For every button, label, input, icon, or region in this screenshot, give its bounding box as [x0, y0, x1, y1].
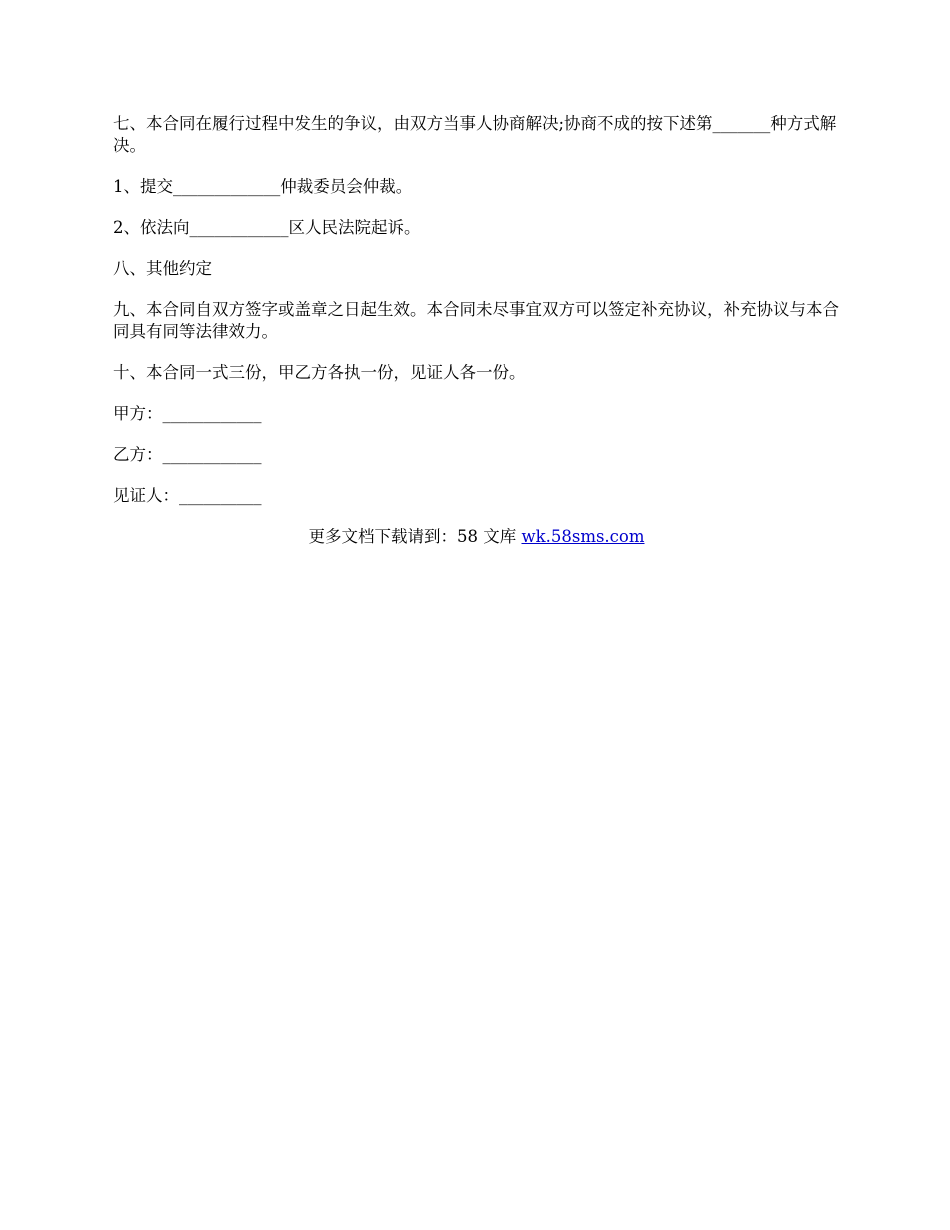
- option-1-arbitration: 1、提交_____________仲裁委员会仲裁。: [113, 177, 413, 196]
- footer-link[interactable]: wk.58sms.com: [521, 527, 645, 546]
- footer-text: 更多文档下载请到：58 文库: [308, 527, 522, 546]
- option-2-litigation: 2、依法向____________区人民法院起诉。: [113, 218, 421, 237]
- party-a-signature-line: 甲方：____________: [113, 404, 262, 423]
- clause-8-other-agreements: 八、其他约定: [113, 259, 212, 278]
- party-b-signature-line: 乙方：____________: [113, 445, 262, 464]
- document-page: [113, 113, 840, 548]
- witness-signature-line: 见证人：__________: [113, 486, 262, 505]
- clause-10-copies: 十、本合同一式三份，甲乙方各执一份，见证人各一份。: [113, 363, 526, 382]
- clause-9-effectiveness: 九、本合同自双方签字或盖章之日起生效。本合同未尽事宜双方可以签定补充协议，补充协议与本合同具有同等法律效力。: [113, 300, 839, 341]
- download-footer: [113, 526, 840, 548]
- clause-7-dispute-resolution: 七、本合同在履行过程中发生的争议，由双方当事人协商解决;协商不成的按下述第_______种方式解决。: [113, 114, 837, 155]
